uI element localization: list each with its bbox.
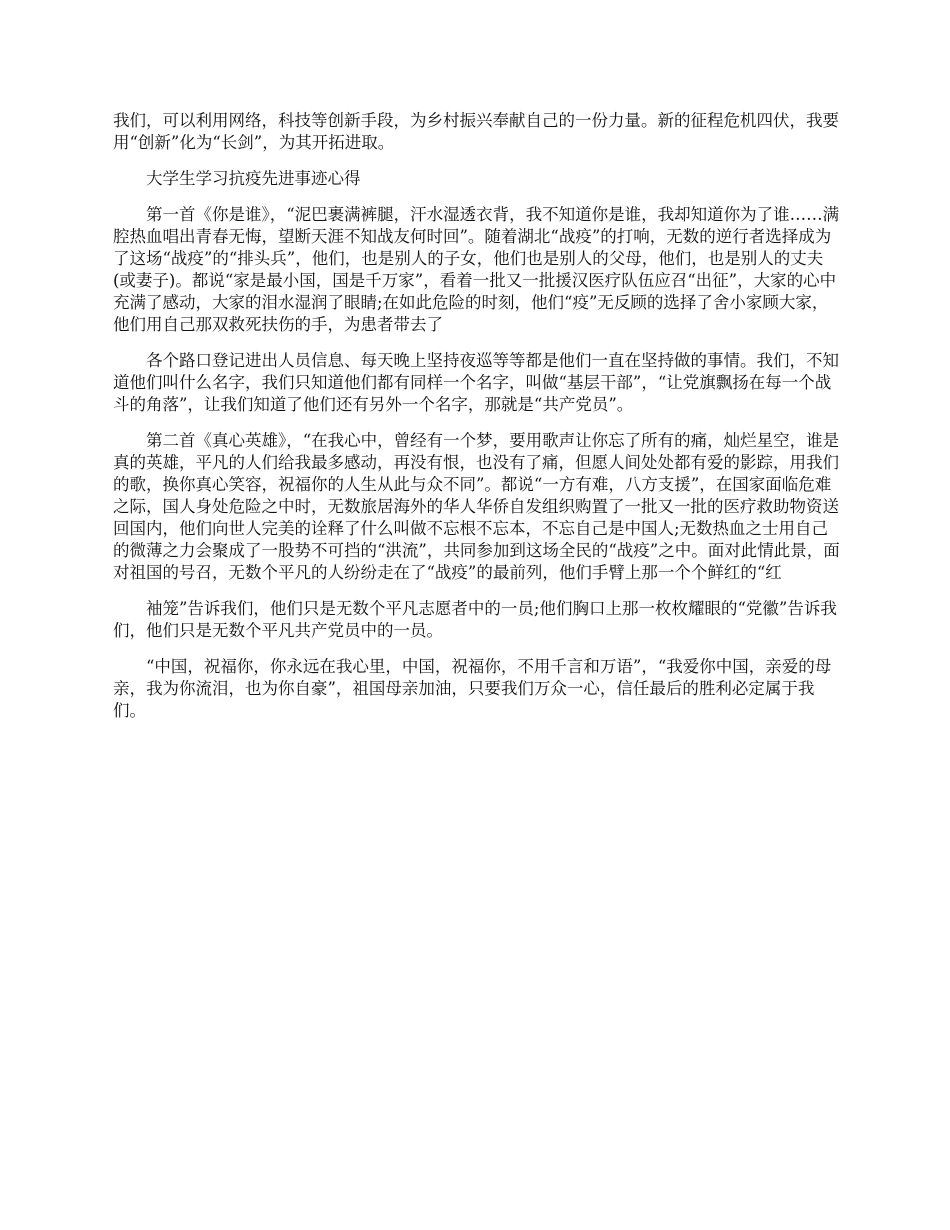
- paragraph-intro: 我们，可以利用网络，科技等创新手段，为乡村振兴奉献自己的一份力量。新的征程危机四伏，我要用“创新”化为“长剑”，为其开拓进取。: [113, 111, 839, 152]
- paragraph-first-song: 第一首《你是谁》，“泥巴裹满裤腿，汗水湿透衣背，我不知道你是谁，我却知道你为了谁……满腔热血唱出青春无悔，望断天涯不知战友何时回”。随着湖北“战疫”的打响，无数的逆行者选择成为了这场“战疫”的“排头兵”，他们，也是别人的子女，他们也是别人的父母，他们，也是别人的丈夫(或妻子)。都说“家是最小国，国是千万家”，看着一批又一批援汉医疗队伍应召“出征”，大家的心中充满了感动，大家的泪水湿润了眼睛;在如此危险的时刻，他们“疫”无反顾的选择了舍小家顾大家，他们用自己那双救死扶伤的手，为患者带去了: [113, 205, 840, 334]
- paragraph-volunteers: 袖笼”告诉我们，他们只是无数个平凡志愿者中的一员;他们胸口上那一枚枚耀眼的“党徽”告诉我们，他们只是无数个平凡共产党员中的一员。: [113, 599, 837, 640]
- paragraph-second-song: 第二首《真心英雄》，“在我心中，曾经有一个梦，要用歌声让你忘了所有的痛，灿烂星空，谁是真的英雄，平凡的人们给我最多感动，再没有恨，也没有了痛，但愿人间处处都有爱的影踪，用我们的歌，换你真心笑容，祝福你的人生从此与众不同”。都说“一方有难，八方支援”，在国家面临危难之际，国人身处危险之中时，无数旅居海外的华人华侨自发组织购置了一批又一批的医疗救助物资送回国内，他们向世人完美的诠释了什么叫做不忘根不忘本，不忘自己是中国人;无数热血之士用自己的微薄之力会聚成了一股势不可挡的“洪流”，共同参加到这场全民的“战疫”之中。面对此情此景，面对祖国的号召，无数个平凡的人纷纷走在了“战疫”的最前列，他们手臂上那一个个鲜红的“红: [113, 431, 840, 582]
- paragraph-closing: “中国，祝福你，你永远在我心里，中国，祝福你，不用千言和万语”，“我爱你中国，亲爱的母亲，我为你流泪，也为你自豪”，祖国母亲加油，只要我们万众一心，信任最后的胜利必定属于我们。: [113, 657, 832, 720]
- paragraph-grassroots: 各个路口登记进出人员信息、每天晚上坚持夜巡等等都是他们一直在坚持做的事情。我们，不知道他们叫什么名字，我们只知道他们都有同样一个名字，叫做“基层干部”，“让党旗飘扬在每一个战斗的角落”，让我们知道了他们还有另外一个名字，那就是“共产党员”。: [113, 351, 839, 414]
- document-body: [113, 110, 843, 736]
- section-heading: 大学生学习抗疫先进事迹心得: [146, 169, 361, 188]
